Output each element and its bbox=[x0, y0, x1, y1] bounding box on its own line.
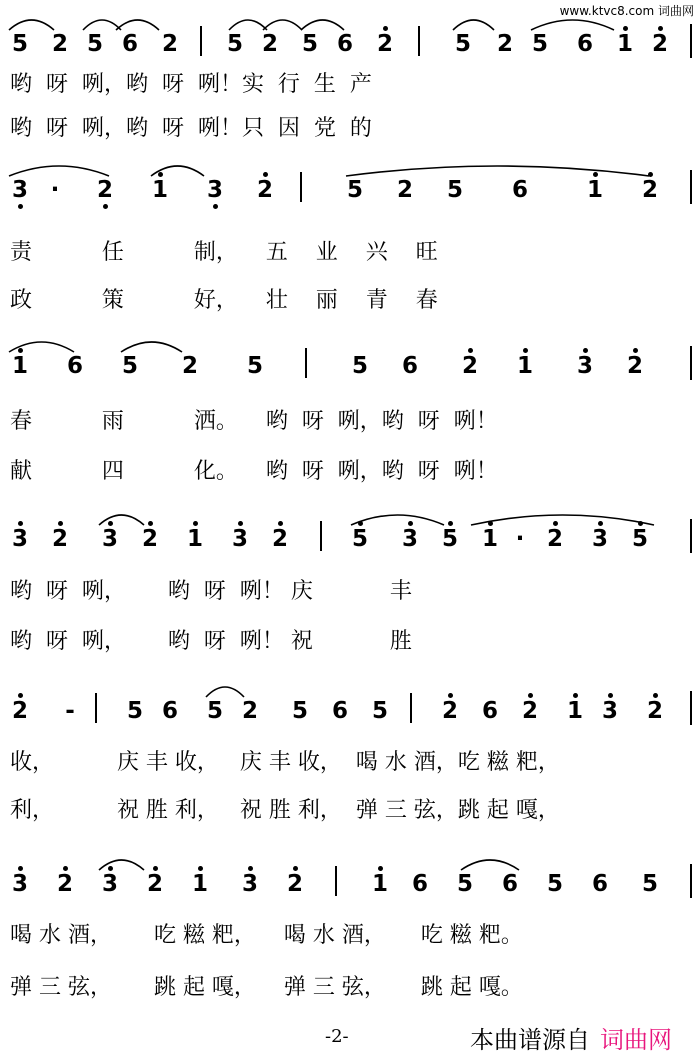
note: 5 bbox=[641, 871, 658, 897]
note: 2 bbox=[376, 31, 393, 57]
high-octave-dot bbox=[193, 521, 198, 526]
note: 5 bbox=[206, 698, 223, 724]
note: 2 bbox=[161, 31, 178, 57]
note: 2 bbox=[441, 698, 458, 724]
high-octave-dot bbox=[248, 866, 253, 871]
note: · bbox=[515, 526, 525, 552]
note: 3 bbox=[206, 177, 223, 203]
note: 1 bbox=[586, 177, 603, 203]
source-brand[interactable]: 词曲网 bbox=[600, 1026, 672, 1054]
high-octave-dot bbox=[358, 521, 363, 526]
note: · bbox=[50, 177, 60, 203]
note: 6 bbox=[411, 871, 428, 897]
slur-arc bbox=[345, 162, 650, 178]
note: 5 bbox=[441, 526, 458, 552]
note: 3 bbox=[241, 871, 258, 897]
high-octave-dot bbox=[158, 172, 163, 177]
bar-line bbox=[690, 519, 692, 553]
note: 5 bbox=[291, 698, 308, 724]
slur-arc bbox=[350, 511, 445, 527]
note: 6 bbox=[591, 871, 608, 897]
slur-arc bbox=[98, 511, 145, 527]
note: 1 bbox=[481, 526, 498, 552]
note: 3 bbox=[576, 353, 593, 379]
note: 5 bbox=[346, 177, 363, 203]
note: 1 bbox=[191, 871, 208, 897]
high-octave-dot bbox=[593, 172, 598, 177]
note: 5 bbox=[121, 353, 138, 379]
high-octave-dot bbox=[583, 348, 588, 353]
bar-line bbox=[320, 521, 322, 551]
note: 5 bbox=[11, 31, 28, 57]
note: 5 bbox=[86, 31, 103, 57]
note: 1 bbox=[186, 526, 203, 552]
note: 5 bbox=[446, 177, 463, 203]
note: 6 bbox=[331, 698, 348, 724]
lyric-line-verse-1: 责 任 制， 五 业 兴 旺 bbox=[10, 240, 438, 265]
slur-arc bbox=[8, 162, 110, 178]
lyric-line-verse-1: 哟 呀 咧， 哟 呀 咧！ 庆 丰 bbox=[10, 579, 412, 604]
bar-line bbox=[690, 346, 692, 380]
high-octave-dot bbox=[108, 521, 113, 526]
note: 5 bbox=[631, 526, 648, 552]
high-octave-dot bbox=[468, 348, 473, 353]
notation-row bbox=[0, 515, 700, 575]
note: 1 bbox=[616, 31, 633, 57]
slur-arc bbox=[470, 511, 655, 527]
note: 2 bbox=[256, 177, 273, 203]
note: 3 bbox=[101, 871, 118, 897]
source-label: 本曲谱源自 bbox=[470, 1026, 590, 1054]
high-octave-dot bbox=[18, 866, 23, 871]
slur-arc bbox=[98, 856, 145, 872]
note: 2 bbox=[51, 526, 68, 552]
note: 6 bbox=[401, 353, 418, 379]
lyric-line-verse-1: 收， 庆 丰 收， 庆 丰 收， 喝 水 酒，吃 糍 粑， bbox=[10, 750, 560, 775]
note: 6 bbox=[501, 871, 518, 897]
note: 5 bbox=[371, 698, 388, 724]
note: 2 bbox=[181, 353, 198, 379]
note: 3 bbox=[11, 177, 28, 203]
high-octave-dot bbox=[658, 26, 663, 31]
bar-line bbox=[690, 24, 692, 58]
high-octave-dot bbox=[573, 693, 578, 698]
note: 6 bbox=[66, 353, 83, 379]
note: 2 bbox=[396, 177, 413, 203]
slur-arc bbox=[120, 338, 183, 354]
slur-arc bbox=[115, 16, 160, 32]
note: 2 bbox=[646, 698, 663, 724]
low-octave-dot bbox=[213, 204, 218, 209]
note: 5 bbox=[246, 353, 263, 379]
high-octave-dot bbox=[528, 693, 533, 698]
note: 6 bbox=[511, 177, 528, 203]
high-octave-dot bbox=[408, 521, 413, 526]
notation-row bbox=[0, 687, 700, 747]
lyric-line-verse-2: 哟 呀 咧， 哟 呀 咧！ 祝 胜 bbox=[10, 629, 412, 654]
note: 2 bbox=[286, 871, 303, 897]
note: 5 bbox=[531, 31, 548, 57]
bar-line bbox=[410, 693, 412, 723]
slur-arc bbox=[452, 16, 495, 32]
lyric-line-verse-2: 政 策 好， 壮 丽 青 春 bbox=[10, 288, 438, 313]
note: 3 bbox=[101, 526, 118, 552]
high-octave-dot bbox=[553, 521, 558, 526]
note: 2 bbox=[521, 698, 538, 724]
bar-line bbox=[335, 866, 337, 896]
note: 2 bbox=[641, 177, 658, 203]
note: 5 bbox=[454, 31, 471, 57]
bar-line bbox=[690, 864, 692, 898]
high-octave-dot bbox=[633, 348, 638, 353]
note: 5 bbox=[351, 353, 368, 379]
note: 2 bbox=[271, 526, 288, 552]
high-octave-dot bbox=[18, 348, 23, 353]
slur-arc bbox=[205, 683, 245, 699]
note: 2 bbox=[56, 871, 73, 897]
note: 5 bbox=[351, 526, 368, 552]
source-credit bbox=[470, 1020, 672, 1055]
note: 6 bbox=[336, 31, 353, 57]
notation-row bbox=[0, 860, 700, 920]
high-octave-dot bbox=[153, 866, 158, 871]
note: 2 bbox=[496, 31, 513, 57]
bar-line bbox=[690, 170, 692, 204]
note: 5 bbox=[226, 31, 243, 57]
high-octave-dot bbox=[623, 26, 628, 31]
high-octave-dot bbox=[638, 521, 643, 526]
high-octave-dot bbox=[448, 693, 453, 698]
high-octave-dot bbox=[608, 693, 613, 698]
bar-line bbox=[690, 691, 692, 725]
note: 5 bbox=[301, 31, 318, 57]
high-octave-dot bbox=[18, 521, 23, 526]
low-octave-dot bbox=[103, 204, 108, 209]
high-octave-dot bbox=[18, 693, 23, 698]
lyric-line-verse-2: 弹 三 弦， 跳 起 嘎， 弹 三 弦， 跳 起 嘎。 bbox=[10, 975, 523, 1000]
note: 6 bbox=[161, 698, 178, 724]
note: 1 bbox=[516, 353, 533, 379]
slur-arc bbox=[300, 16, 345, 32]
site-watermark: www.ktvc8.com 词曲网 bbox=[559, 4, 694, 18]
note: 2 bbox=[261, 31, 278, 57]
note: 5 bbox=[456, 871, 473, 897]
note: 2 bbox=[51, 31, 68, 57]
high-octave-dot bbox=[598, 521, 603, 526]
note: 2 bbox=[141, 526, 158, 552]
note: 3 bbox=[601, 698, 618, 724]
notation-row bbox=[0, 166, 700, 226]
high-octave-dot bbox=[198, 866, 203, 871]
note: 2 bbox=[146, 871, 163, 897]
note: 2 bbox=[461, 353, 478, 379]
slur-arc bbox=[460, 856, 520, 872]
bar-line bbox=[200, 26, 202, 56]
lyric-line-verse-1: 春 雨 洒。 哟 呀 咧，哟 呀 咧！ bbox=[10, 409, 498, 434]
note: 1 bbox=[566, 698, 583, 724]
note: 1 bbox=[151, 177, 168, 203]
high-octave-dot bbox=[148, 521, 153, 526]
page-number: -2- bbox=[325, 1026, 349, 1047]
note: 2 bbox=[546, 526, 563, 552]
high-octave-dot bbox=[263, 172, 268, 177]
note: 2 bbox=[241, 698, 258, 724]
notation-row bbox=[0, 342, 700, 402]
note: 3 bbox=[591, 526, 608, 552]
high-octave-dot bbox=[523, 348, 528, 353]
slur-arc bbox=[262, 16, 303, 32]
high-octave-dot bbox=[378, 866, 383, 871]
high-octave-dot bbox=[648, 172, 653, 177]
bar-line bbox=[300, 172, 302, 202]
note: 1 bbox=[371, 871, 388, 897]
note: 3 bbox=[11, 871, 28, 897]
note: - bbox=[65, 698, 75, 724]
note: 3 bbox=[401, 526, 418, 552]
high-octave-dot bbox=[278, 521, 283, 526]
note: 2 bbox=[96, 177, 113, 203]
high-octave-dot bbox=[238, 521, 243, 526]
high-octave-dot bbox=[108, 866, 113, 871]
high-octave-dot bbox=[488, 521, 493, 526]
bar-line bbox=[305, 348, 307, 378]
high-octave-dot bbox=[653, 693, 658, 698]
high-octave-dot bbox=[63, 866, 68, 871]
high-octave-dot bbox=[448, 521, 453, 526]
lyric-line-verse-1: 哟 呀 咧，哟 呀 咧！实 行 生 产 bbox=[10, 72, 372, 97]
note: 1 bbox=[11, 353, 28, 379]
lyric-line-verse-2: 利， 祝 胜 利， 祝 胜 利， 弹 三 弦，跳 起 嘎， bbox=[10, 798, 560, 823]
note: 6 bbox=[121, 31, 138, 57]
note: 3 bbox=[11, 526, 28, 552]
note: 2 bbox=[651, 31, 668, 57]
note: 6 bbox=[576, 31, 593, 57]
high-octave-dot bbox=[58, 521, 63, 526]
notation-row bbox=[0, 20, 700, 80]
note: 2 bbox=[626, 353, 643, 379]
note: 6 bbox=[481, 698, 498, 724]
lyric-line-verse-2: 献 四 化。 哟 呀 咧，哟 呀 咧！ bbox=[10, 459, 498, 484]
lyric-line-verse-2: 哟 呀 咧，哟 呀 咧！只 因 党 的 bbox=[10, 116, 372, 141]
bar-line bbox=[95, 693, 97, 723]
slur-arc bbox=[8, 16, 55, 32]
high-octave-dot bbox=[383, 26, 388, 31]
note: 2 bbox=[11, 698, 28, 724]
bar-line bbox=[418, 26, 420, 56]
note: 5 bbox=[546, 871, 563, 897]
note: 3 bbox=[231, 526, 248, 552]
note: 5 bbox=[126, 698, 143, 724]
lyric-line-verse-1: 喝 水 酒， 吃 糍 粑， 喝 水 酒， 吃 糍 粑。 bbox=[10, 923, 523, 948]
high-octave-dot bbox=[293, 866, 298, 871]
slur-arc bbox=[530, 16, 615, 32]
low-octave-dot bbox=[18, 204, 23, 209]
